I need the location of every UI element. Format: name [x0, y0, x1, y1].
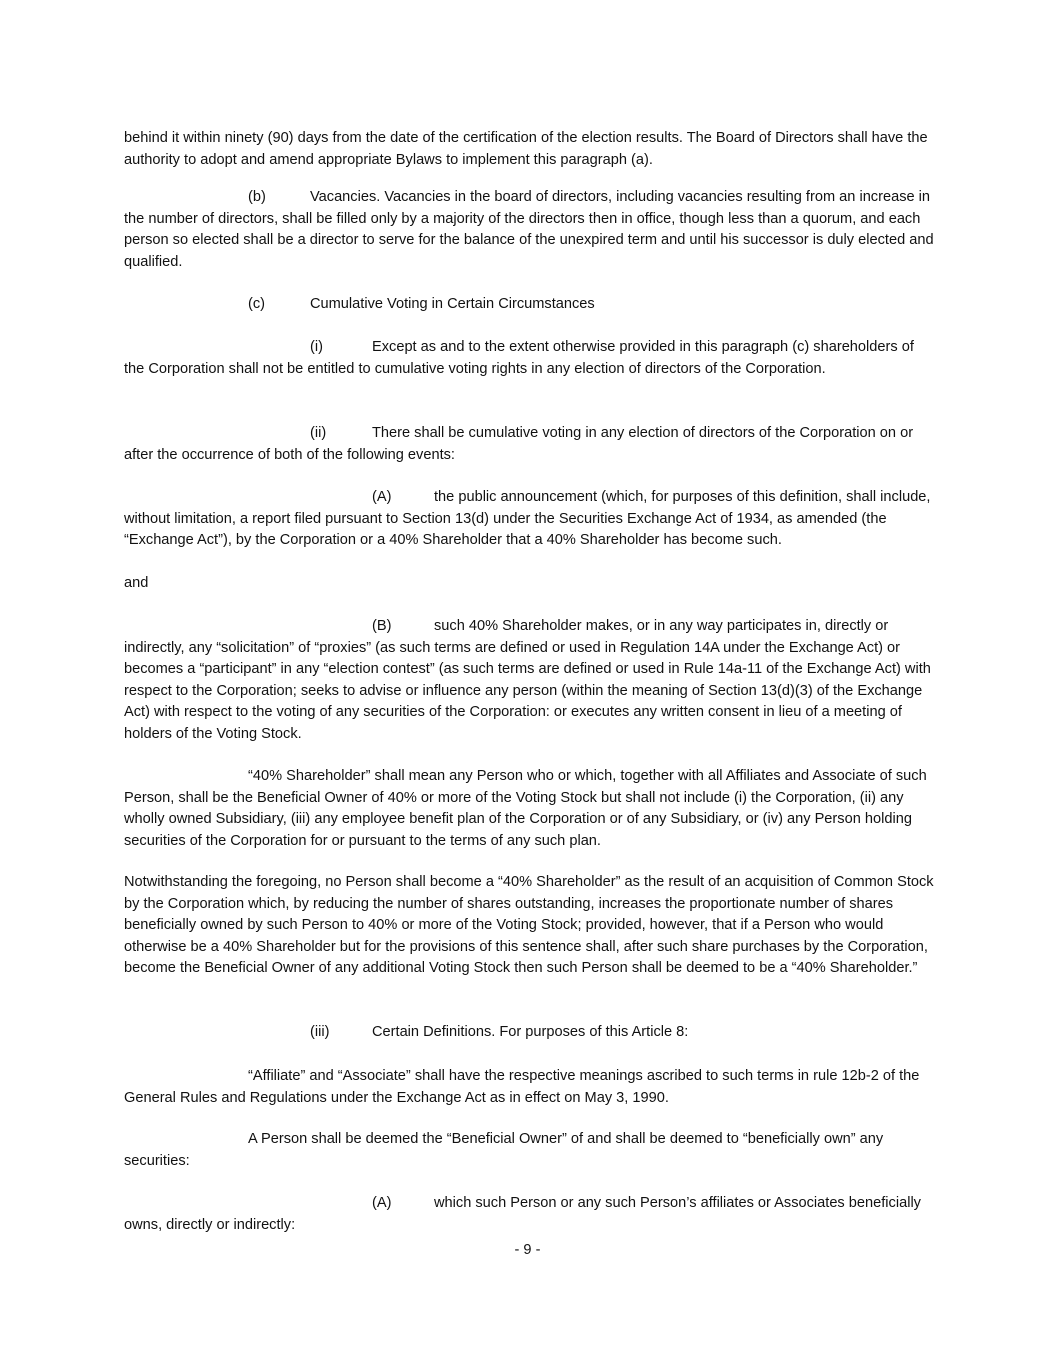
paragraph-label: (b): [248, 189, 266, 205]
paragraph-c-i: (i) Except as and to the extent otherwise provided in this paragraph (c) shareholders of the Corporation shall not be entitled to cumulative voting rights in any election of directors of the Corporation.: [124, 339, 914, 377]
paragraph-notwithstanding: Notwithstanding the foregoing, no Person shall become a “40% Shareholder” as the result of an acquisition of Common Stock by the Corporation which, by reducing the number of shares outstanding, increases the proportionate number of shares beneficially owned by such Person to 40% or more of the Voting Stock; provided, however, that if a Person who would otherwise be a 40% Shareholder but for the provisions of this sentence shall, after such share purchases by the Corporation, become the Beneficial Owner of any additional Voting Stock then such Person shall be deemed to be a “40% Shareholder.”: [124, 874, 934, 976]
paragraph-owner-a: (A) which such Person or any such Person’s affiliates or Associates beneficially owns, directly or indirectly:: [124, 1195, 921, 1233]
paragraph-40-shareholder-definition: “40% Shareholder” shall mean any Person who or which, together with all Affiliates and Associate of such Person, shall be the Beneficial Owner of 40% or more of the Voting Stock but shall not include (i) the Corporation, (ii) any wholly owned Subsidiary, (iii) any employee benefit plan of the Corporation or of any Subsidiary, or (iv) any Person holding securities of the Corporation for or pursuant to the terms of any such plan.: [124, 768, 927, 849]
paragraph-label: (i): [310, 339, 323, 355]
paragraph-label: (A): [372, 489, 392, 505]
paragraph-c-ii: (ii) There shall be cumulative voting in any election of directors of the Corporation on or after the occurrence of both of the following events:: [124, 425, 914, 463]
paragraph-event-a: (A) the public announcement (which, for purposes of this definition, shall include, without limitation, a report filed pursuant to Section 13(d) under the Securities Exchange Act of 1934, as amended (the “Exchange Act”), by the Corporation or a 40% Shareholder that a 40% Shareholder has become such.: [124, 489, 931, 548]
paragraph-label: (c): [248, 296, 266, 312]
paragraph-c-heading: (c) Cumulative Voting in Certain Circumstances: [124, 294, 936, 316]
paragraph-and: and: [124, 575, 149, 591]
paragraph-affiliate-definition: “Affiliate” and “Associate” shall have the respective meanings ascribed to such terms in rule 12b-2 of the General Rules and Regulations under the Exchange Act as in effect on May 3, 1990.: [124, 1068, 920, 1106]
paragraph-c-iii: (iii) Certain Definitions. For purposes of this Article 8:: [124, 1022, 936, 1044]
paragraph-a-continuation: behind it within ninety (90) days from the date of the certification of the election results. The Board of Directors shall have the authority to adopt and amend appropriate Bylaws to implement this paragraph (a).: [124, 130, 928, 168]
paragraph-label: (B): [372, 618, 392, 634]
page-number: - 9 -: [514, 1242, 541, 1258]
paragraph-label: (iii): [310, 1024, 330, 1040]
paragraph-beneficial-owner: A Person shall be deemed the “Beneficial Owner” of and shall be deemed to “beneficially own” any securities:: [124, 1131, 884, 1169]
paragraph-label: (ii): [310, 425, 327, 441]
paragraph-b-vacancies: (b) Vacancies. Vacancies in the board of directors, including vacancies resulting from an increase in the number of directors, shall be filled only by a majority of the directors then in office, though less than a quorum, and each person so elected shall be a director to serve for the balance of the unexpired term and until his successor is duly elected and qualified.: [124, 189, 934, 270]
paragraph-event-b: (B) such 40% Shareholder makes, or in any way participates in, directly or indirectly, any “solicitation” of “proxies” (as such terms are defined or used in Regulation 14A under the Exchange Act) or becomes a “participant” in any “election contest” (as such terms are defined or used in Rule 14a-11 of the Exchange Act) with respect to the Corporation; seeks to advise or influence any person (within the meaning of Section 13(d)(3) of the Exchange Act) with respect to the voting of any securities of the Corporation: or executes any written consent in lieu of a meeting of holders of the Voting Stock.: [124, 618, 931, 742]
paragraph-label: (A): [372, 1195, 392, 1211]
